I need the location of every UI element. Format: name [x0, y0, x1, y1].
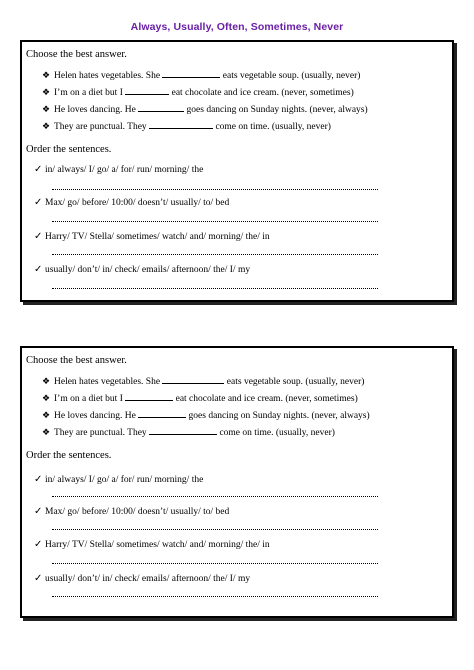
choose-item: ❖ They are punctual. They come on time. (usually, never) — [42, 121, 331, 132]
checkmark-icon: ✓ — [34, 539, 43, 550]
order-item: ✓ Harry/ TV/ Stella/ sometimes/ watch/ and/ morning/ the/ in — [34, 539, 270, 550]
worksheet-title: Always, Usually, Often, Sometimes, Never — [130, 21, 344, 33]
answer-blank[interactable] — [162, 69, 220, 78]
order-item: ✓ in/ always/ I/ go/ a/ for/ run/ morning/ the — [34, 474, 204, 485]
answer-blank[interactable] — [125, 392, 173, 401]
choose-item: ❖ He loves dancing. He goes dancing on Sunday nights. (never, always) — [42, 410, 370, 421]
choose-item: ❖ They are punctual. They come on time. (usually, never) — [42, 427, 335, 438]
choose-heading: Choose the best answer. — [26, 355, 127, 366]
answer-line[interactable] — [52, 221, 378, 222]
choose-item: ❖ I’m on a diet but I eat chocolate and ice cream. (never, sometimes) — [42, 87, 354, 98]
checkmark-icon: ✓ — [34, 197, 43, 208]
order-item: ✓ Harry/ TV/ Stella/ sometimes/ watch/ and/ morning/ the/ in — [34, 231, 270, 242]
answer-line[interactable] — [52, 596, 378, 597]
diamond-bullet-icon: ❖ — [42, 70, 51, 80]
diamond-bullet-icon: ❖ — [42, 376, 51, 386]
checkmark-icon: ✓ — [34, 573, 43, 584]
diamond-bullet-icon: ❖ — [42, 427, 51, 437]
order-item: ✓ usually/ don’t/ in/ check/ emails/ afternoon/ the/ I/ my — [34, 573, 251, 584]
answer-blank[interactable] — [138, 103, 184, 112]
order-item: ✓ Max/ go/ before/ 10:00/ doesn’t/ usually/ to/ bed — [34, 506, 230, 517]
checkmark-icon: ✓ — [34, 506, 43, 517]
checkmark-icon: ✓ — [34, 474, 43, 485]
answer-line[interactable] — [52, 563, 378, 564]
choose-item: ❖ I’m on a diet but I eat chocolate and ice cream. (never, sometimes) — [42, 393, 358, 404]
choose-item: ❖ Helen hates vegetables. She eats vegetable soup. (usually, never) — [42, 376, 365, 387]
answer-line[interactable] — [52, 189, 378, 190]
choose-heading: Choose the best answer. — [26, 49, 127, 60]
diamond-bullet-icon: ❖ — [42, 410, 51, 420]
order-item: ✓ Max/ go/ before/ 10:00/ doesn’t/ usually/ to/ bed — [34, 197, 230, 208]
answer-blank[interactable] — [149, 120, 213, 129]
checkmark-icon: ✓ — [34, 164, 43, 175]
answer-line[interactable] — [52, 254, 378, 255]
order-heading: Order the sentences. — [26, 450, 112, 461]
diamond-bullet-icon: ❖ — [42, 87, 51, 97]
checkmark-icon: ✓ — [34, 231, 43, 242]
order-item: ✓ usually/ don’t/ in/ check/ emails/ afternoon/ the/ I/ my — [34, 264, 251, 275]
order-heading: Order the sentences. — [26, 144, 112, 155]
diamond-bullet-icon: ❖ — [42, 104, 51, 114]
diamond-bullet-icon: ❖ — [42, 121, 51, 131]
answer-blank[interactable] — [162, 375, 224, 384]
answer-line[interactable] — [52, 288, 378, 289]
answer-blank[interactable] — [138, 409, 186, 418]
worksheet-box-top — [20, 40, 454, 302]
order-item: ✓ in/ always/ I/ go/ a/ for/ run/ morning/ the — [34, 164, 204, 175]
answer-blank[interactable] — [125, 86, 169, 95]
answer-line[interactable] — [52, 496, 378, 497]
worksheet-box-bottom — [20, 346, 454, 618]
choose-item: ❖ Helen hates vegetables. She eats vegetable soup. (usually, never) — [42, 70, 361, 81]
answer-line[interactable] — [52, 529, 378, 530]
checkmark-icon: ✓ — [34, 264, 43, 275]
answer-blank[interactable] — [149, 426, 217, 435]
diamond-bullet-icon: ❖ — [42, 393, 51, 403]
choose-item: ❖ He loves dancing. He goes dancing on Sunday nights. (never, always) — [42, 104, 368, 115]
